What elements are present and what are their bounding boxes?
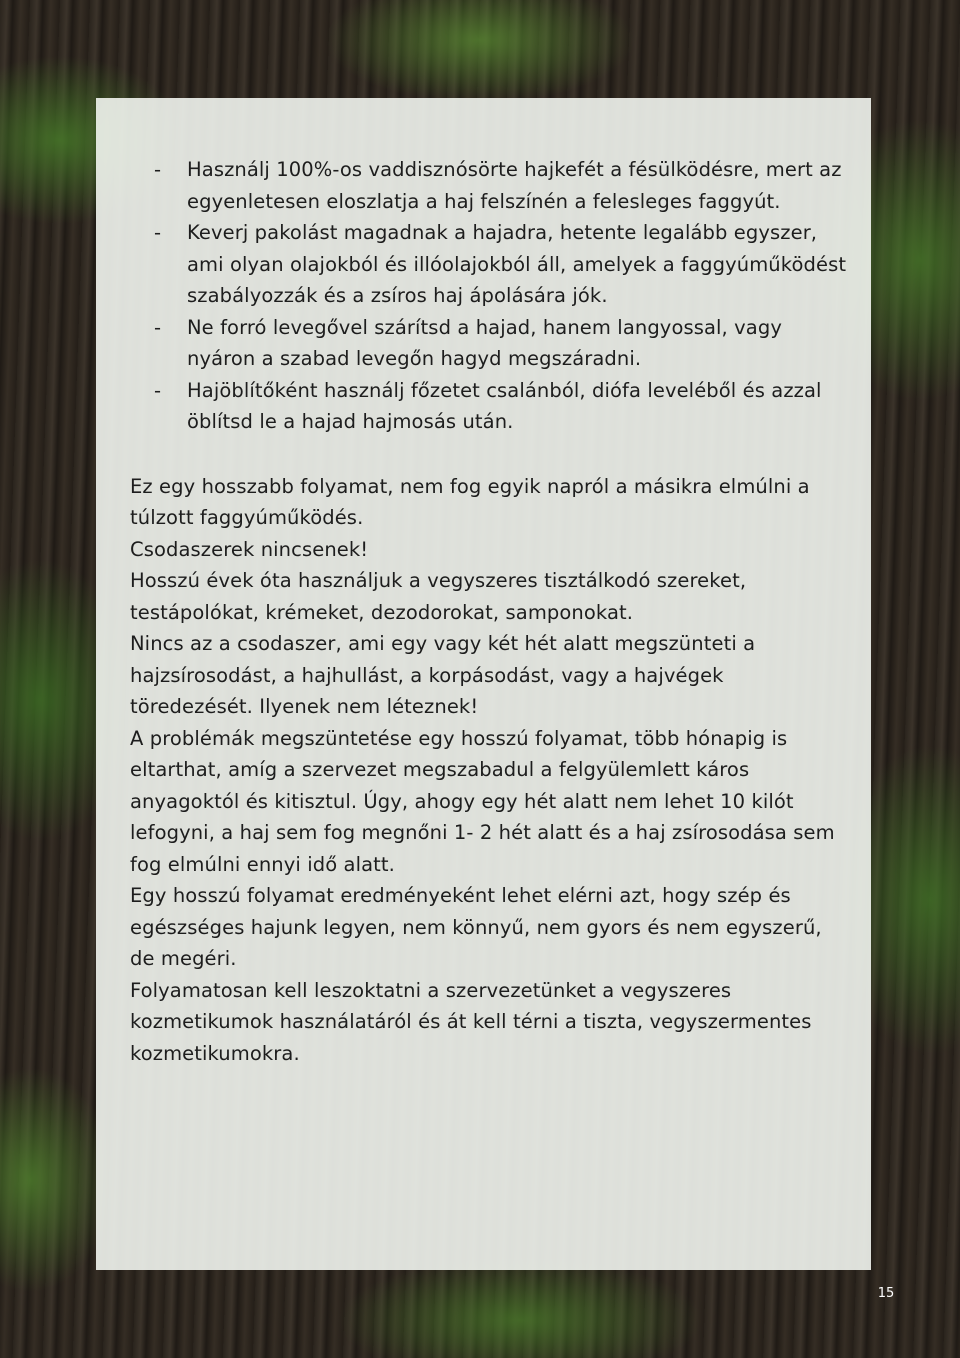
- paragraph: Csodaszerek nincsenek!: [130, 537, 369, 561]
- tips-list: [130, 154, 850, 438]
- paragraph: Folyamatosan kell leszoktatni a szervezetünket a vegyszeres kozmetikumok használatáról és át kell térni a tiszta, vegyszermentes kozmetikumokra.: [130, 978, 812, 1065]
- paragraph: A problémák megszüntetése egy hosszú folyamat, több hónapig is eltarthat, amíg a szervezet megszabadul a felgyülemlett káros anyagoktól és kitisztul. Úgy, ahogy egy hét alatt nem lehet 10 kilót lefogyni, a haj sem fog megnőni 1- 2 hét alatt és a haj zsírosodása sem fog elmúlni ennyi idő alatt.: [130, 726, 835, 876]
- list-item: [130, 217, 850, 312]
- body-paragraphs: [130, 471, 850, 1070]
- list-dash: -: [154, 221, 162, 244]
- page-content: [130, 154, 850, 1069]
- paragraph: Nincs az a csodaszer, ami egy vagy két hét alatt megszünteti a hajzsírosodást, a hajhullást, a korpásodást, vagy a hajvégek töredezését. Ilyenek nem léteznek!: [130, 632, 756, 718]
- list-item: [130, 312, 850, 375]
- list-item-text: Keverj pakolást magadnak a hajadra, hetente legalább egyszer, ami olyan olajokból és illóolajokból áll, amelyek a faggyúműködést szabályozzák és a zsíros haj ápolására jók.: [187, 221, 847, 307]
- list-item-text: Ne forró levegővel szárítsd a hajad, hanem langyossal, vagy nyáron a szabad levegőn hagyd megszáradni.: [187, 315, 782, 370]
- list-dash: -: [154, 158, 162, 181]
- list-item: [130, 154, 850, 217]
- list-item-text: Használj 100%-os vaddisznósörte hajkefét a fésülködésre, mert az egyenletesen eloszlatja a haj felszínén a felesleges faggyút.: [187, 158, 842, 213]
- list-item-text: Hajöblítőként használj főzetet csalánból, diófa leveléből és azzal öblítsd le a hajad hajmosás után.: [187, 378, 822, 433]
- paragraph: Ez egy hosszabb folyamat, nem fog egyik napról a másikra elmúlni a túlzott faggyúműködés.: [130, 474, 810, 529]
- list-dash: -: [154, 378, 162, 402]
- list-item: [130, 375, 850, 438]
- paragraph: Hosszú évek óta használjuk a vegyszeres tisztálkodó szereket, testápolókat, krémeket, dezodorokat, samponokat.: [130, 569, 747, 624]
- list-dash: -: [154, 315, 162, 339]
- page-number: 15: [877, 1286, 895, 1301]
- paragraph: Egy hosszú folyamat eredményeként lehet elérni azt, hogy szép és egészséges hajunk legyen, nem könnyű, nem gyors és nem egyszerű, de megéri.: [130, 884, 822, 970]
